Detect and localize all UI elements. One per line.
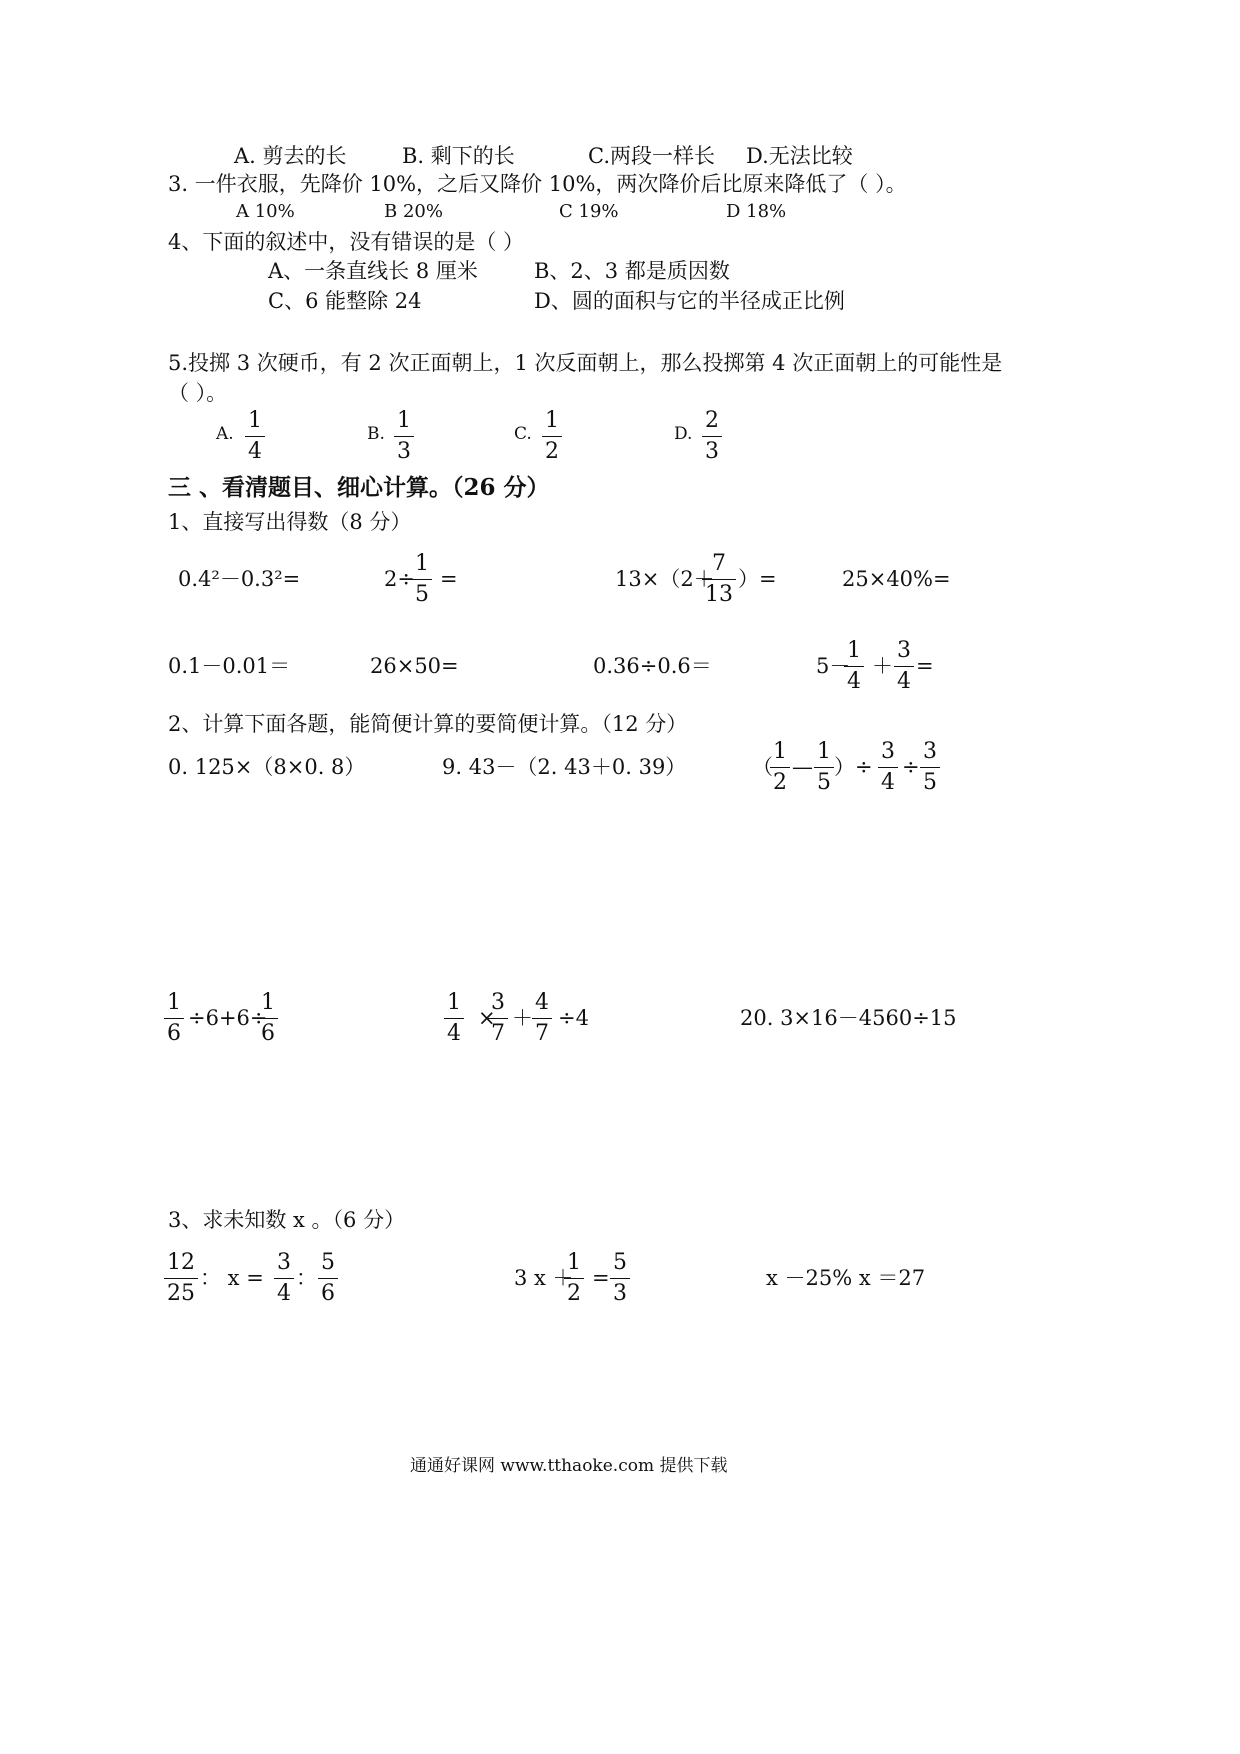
solve-2-fraction-1: $\frac{1}{2}$ bbox=[564, 1252, 584, 1305]
q2-option-c: C.两段一样长 bbox=[588, 144, 715, 168]
calc-1-2-prefix: 2÷ bbox=[384, 567, 415, 591]
q5-option-a-fraction: $\frac{1}{4}$ bbox=[245, 410, 265, 463]
solve-2-fraction-2: $\frac{5}{3}$ bbox=[610, 1252, 630, 1305]
calc-1-5: 0.1－0.01＝ bbox=[168, 654, 291, 678]
calc-1-1: 0.4²－0.3²= bbox=[178, 567, 301, 591]
calc-2-3-open: （ bbox=[752, 755, 773, 779]
calc-2-4-fraction-2: $\frac{1}{6}$ bbox=[258, 992, 278, 1045]
q3-option-b: B 20% bbox=[384, 201, 443, 222]
calc-1-8-fraction-1: $\frac{1}{4}$ bbox=[844, 640, 864, 693]
calc-2-5-fraction-2: $\frac{3}{7}$ bbox=[488, 992, 508, 1045]
part-3-title: 3、求未知数 x 。（6 分） bbox=[168, 1208, 406, 1232]
q4-option-c: C、6 能整除 24 bbox=[268, 289, 422, 313]
calc-1-8-fraction-2: $\frac{3}{4}$ bbox=[894, 640, 914, 693]
calc-1-8-prefix: 5－ bbox=[816, 654, 851, 678]
calc-2-5-divide: ÷4 bbox=[558, 1006, 589, 1030]
part-2-title: 2、计算下面各题，能简便计算的要简便计算。（12 分） bbox=[168, 712, 688, 736]
calc-2-3-fraction-4: $\frac{3}{5}$ bbox=[920, 741, 940, 794]
q2-option-d: D.无法比较 bbox=[746, 144, 853, 168]
calc-1-4: 25×40%= bbox=[842, 567, 951, 591]
q4-option-a: A、一条直线长 8 厘米 bbox=[268, 259, 478, 283]
calc-1-3-suffix: ）= bbox=[738, 567, 777, 591]
calc-2-3-fraction-2: $\frac{1}{5}$ bbox=[814, 741, 834, 794]
solve-1-fraction-3: $\frac{5}{6}$ bbox=[318, 1252, 338, 1305]
q4-option-d: D、圆的面积与它的半径成正比例 bbox=[534, 289, 845, 313]
calc-2-4-middle: ÷6+6÷ bbox=[188, 1006, 268, 1030]
solve-1-colon: ： bbox=[296, 1266, 317, 1290]
q3-option-c: C 19% bbox=[559, 201, 619, 222]
calc-2-3-divide: ÷ bbox=[902, 755, 920, 779]
calc-2-2: 9. 43－（2. 43＋0. 39） bbox=[442, 755, 687, 779]
q5-option-c-fraction: $\frac{1}{2}$ bbox=[542, 410, 562, 463]
calc-2-1: 0. 125×（8×0. 8） bbox=[168, 755, 366, 779]
solve-1-fraction-2: $\frac{3}{4}$ bbox=[274, 1252, 294, 1305]
q5-blank: （ ）。 bbox=[168, 381, 228, 405]
solve-1-fraction-1: $\frac{12}{25}$ bbox=[164, 1252, 198, 1305]
solve-1-middle: ： x = bbox=[200, 1266, 264, 1290]
calc-2-3-minus: — bbox=[792, 755, 813, 779]
calc-2-5-times: × bbox=[478, 1006, 496, 1030]
q5-option-b-fraction: $\frac{1}{3}$ bbox=[394, 410, 414, 463]
calc-1-8-equals: = bbox=[916, 654, 934, 678]
page-footer: 通通好课网 www.tthaoke.com 提供下载 bbox=[410, 1456, 728, 1476]
calc-2-6: 20. 3×16－4560÷15 bbox=[740, 1006, 957, 1030]
calc-1-7: 0.36÷0.6＝ bbox=[593, 654, 712, 678]
q3-option-a: A 10% bbox=[236, 201, 295, 222]
calc-1-3-fraction: $\frac{7}{13}$ bbox=[702, 553, 736, 606]
q5-stem: 5.投掷 3 次硬币，有 2 次正面朝上，1 次反面朝上，那么投掷第 4 次正面朝上的可能性是 bbox=[168, 351, 1003, 375]
q5-option-d-fraction: $\frac{2}{3}$ bbox=[702, 410, 722, 463]
q5-option-a-label: A. bbox=[216, 424, 234, 444]
q5-option-b-label: B. bbox=[367, 424, 385, 444]
calc-1-3-prefix: 13×（2＋ bbox=[615, 567, 715, 591]
q4-stem: 4、下面的叙述中，没有错误的是（ ） bbox=[168, 230, 525, 254]
calc-1-2-equals: = bbox=[440, 567, 458, 591]
solve-2-equals: = bbox=[592, 1266, 610, 1290]
part-1-title: 1、直接写出得数（8 分） bbox=[168, 510, 412, 534]
calc-1-8-plus: ＋ bbox=[872, 654, 893, 678]
q2-option-b: B. 剩下的长 bbox=[402, 144, 515, 168]
calc-2-3-fraction-1: $\frac{1}{2}$ bbox=[770, 741, 790, 794]
q2-option-a: A. 剪去的长 bbox=[234, 144, 347, 168]
q4-option-b: B、2、3 都是质因数 bbox=[534, 259, 730, 283]
q5-option-c-label: C. bbox=[514, 424, 532, 444]
q3-option-d: D 18% bbox=[726, 201, 787, 222]
calc-2-3-close: ）÷ bbox=[834, 755, 873, 779]
q5-option-d-label: D. bbox=[674, 424, 693, 444]
calc-2-5-fraction-1: $\frac{1}{4}$ bbox=[444, 992, 464, 1045]
calc-2-4-fraction-1: $\frac{1}{6}$ bbox=[164, 992, 184, 1045]
calc-2-5-plus: ＋ bbox=[512, 1006, 533, 1030]
solve-2-prefix: 3 x ＋ bbox=[514, 1266, 574, 1290]
calc-2-3-fraction-3: $\frac{3}{4}$ bbox=[878, 741, 898, 794]
q3-stem: 3. 一件衣服，先降价 10%，之后又降价 10%，两次降价后比原来降低了（ ）。 bbox=[168, 172, 907, 196]
solve-3: x －25% x ＝27 bbox=[766, 1266, 926, 1290]
calc-1-2-fraction: $\frac{1}{5}$ bbox=[412, 553, 432, 606]
section-3-heading: 三 、看清题目、细心计算。（26 分） bbox=[168, 474, 550, 501]
calc-1-6: 26×50= bbox=[370, 654, 459, 678]
calc-2-5-fraction-3: $\frac{4}{7}$ bbox=[532, 992, 552, 1045]
